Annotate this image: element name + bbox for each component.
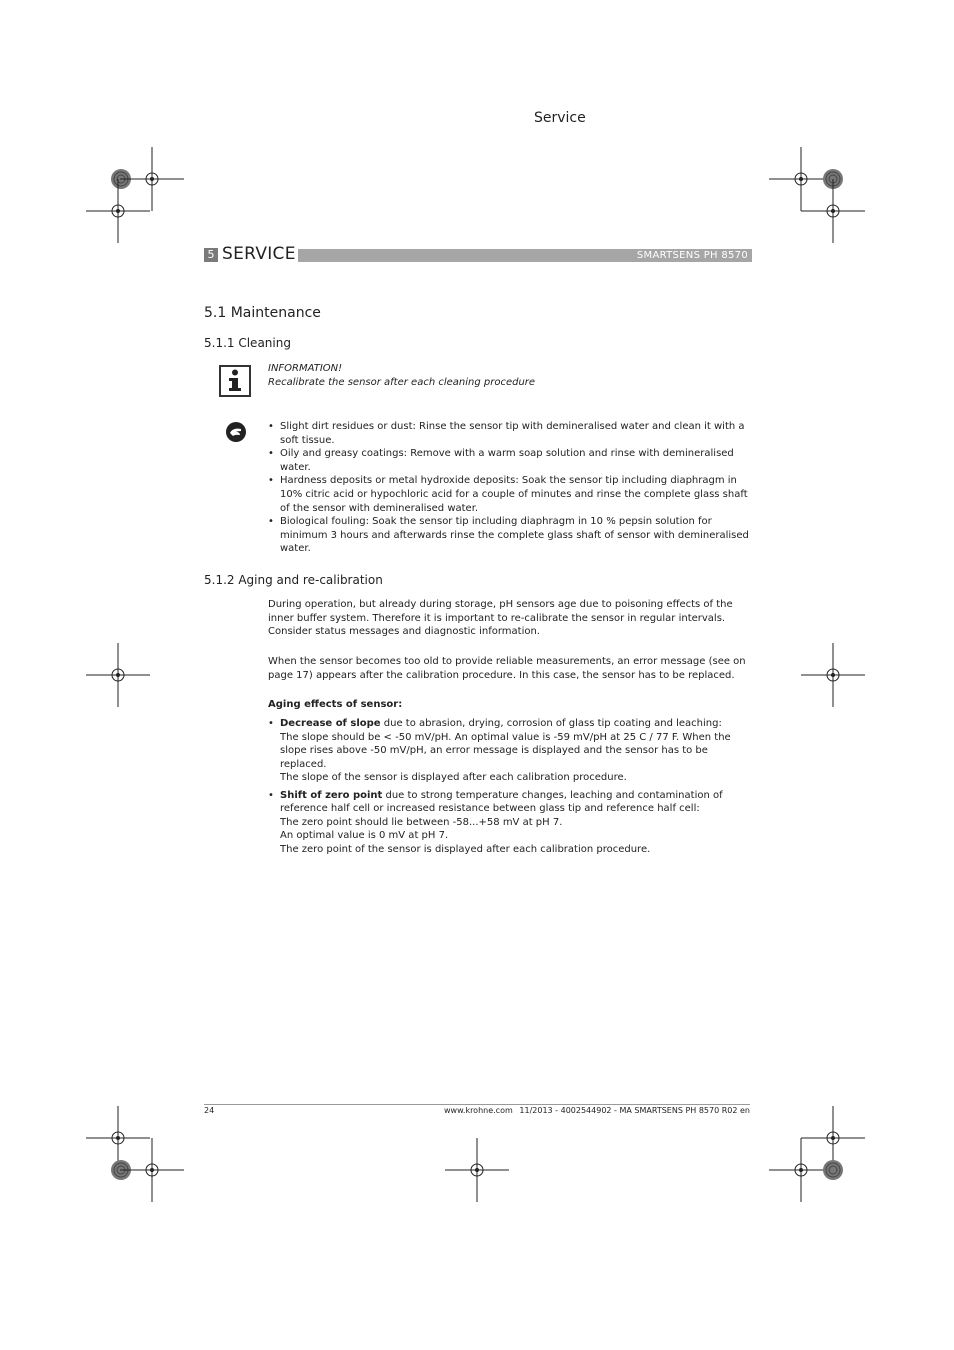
detail-line: An optimal value is 0 mV at pH 7. [280, 830, 449, 842]
product-name: SMARTSENS PH 8570 [636, 250, 748, 261]
chapter-number: 5 [204, 248, 218, 262]
info-text: Recalibrate the sensor after each cleaning procedure [268, 377, 536, 388]
chapter-title: SERVICE [222, 244, 296, 264]
list-item: • Oily and greasy coatings: Remove with a warm soap solution and rinse with demineralised water. [268, 447, 750, 474]
effects-heading: Aging effects of sensor: [268, 699, 403, 710]
chapter-rule [298, 249, 752, 262]
footer-rule [204, 1104, 750, 1105]
list-item: • Hardness deposits or metal hydroxide deposits: Soak the sensor tip including diaphragm in 10% citric acid or hypochloric acid for a couple of minutes and rinse the complete glass shaft of the sensor with demineralised water. [268, 474, 750, 515]
info-icon [219, 365, 251, 397]
hand-icon [225, 421, 247, 443]
detail-line: The slope of the sensor is displayed after each calibration procedure. [280, 772, 627, 784]
footer-website: www.krohne.com [444, 1106, 513, 1115]
registration-mark-icon [120, 147, 184, 211]
list-item [268, 717, 750, 785]
paragraph: When the sensor becomes too old to provide reliable measurements, an error message (see on page 17) appears after the calibration procedure. In this case, the sensor has to be replaced. [268, 656, 746, 681]
registration-mark-icon [120, 1138, 184, 1202]
page-number: 24 [204, 1106, 215, 1115]
effects-list [268, 717, 750, 860]
section-title: 5.1 Maintenance [204, 305, 321, 321]
subsection-title-cleaning: 5.1.1 Cleaning [204, 336, 291, 350]
detail-line: The zero point of the sensor is displayed after each calibration procedure. [280, 843, 651, 855]
registration-mark-icon [86, 643, 150, 707]
detail-line: The slope should be < -50 mV/pH. An optimal value is -59 mV/pH at 25 C / 77 F. When the slope rises above -50 mV/pH, an error message is displayed and the sensor has to be replaced. [280, 731, 731, 770]
chapter-bar [204, 245, 752, 265]
term-text: due to abrasion, drying, corrosion of glass tip coating and leaching: [380, 718, 722, 729]
term: Decrease of slope [280, 718, 381, 729]
registration-mark-icon [86, 1106, 150, 1170]
term: Shift of zero point [280, 789, 383, 801]
registration-mark-icon [801, 179, 865, 243]
term-text: due to strong temperature changes, leaching and contamination of reference half cell or increased resistance between glass tip and reference half cell: [280, 789, 723, 815]
registration-mark-icon [823, 1160, 843, 1180]
cleaning-list [268, 420, 750, 556]
info-title: INFORMATION! [268, 363, 343, 374]
registration-mark-icon [801, 643, 865, 707]
list-item [268, 789, 750, 857]
registration-mark-icon [445, 1138, 509, 1202]
list-item: • Slight dirt residues or dust: Rinse the sensor tip with demineralised water and clean it with a soft tissue. [268, 420, 750, 447]
subsection-title-aging: 5.1.2 Aging and re-calibration [204, 573, 383, 587]
registration-mark-icon [86, 179, 150, 243]
running-head: Service [534, 110, 586, 126]
detail-line: The zero point should lie between -58...+58 mV at pH 7. [280, 816, 563, 828]
footer-document-id: 11/2013 - 4002544902 - MA SMARTSENS PH 8570 R02 en [519, 1106, 750, 1115]
list-item: • Biological fouling: Soak the sensor tip including diaphragm in 10 % pepsin solution for minimum 3 hours and afterwards rinse the complete glass shaft of sensor with demineralised water. [268, 515, 750, 556]
paragraph: During operation, but already during storage, pH sensors age due to poisoning effects of the inner buffer system. Therefore it is important to re-calibrate the sensor in regular intervals. Consider status messages and diagnostic information. [268, 599, 733, 638]
